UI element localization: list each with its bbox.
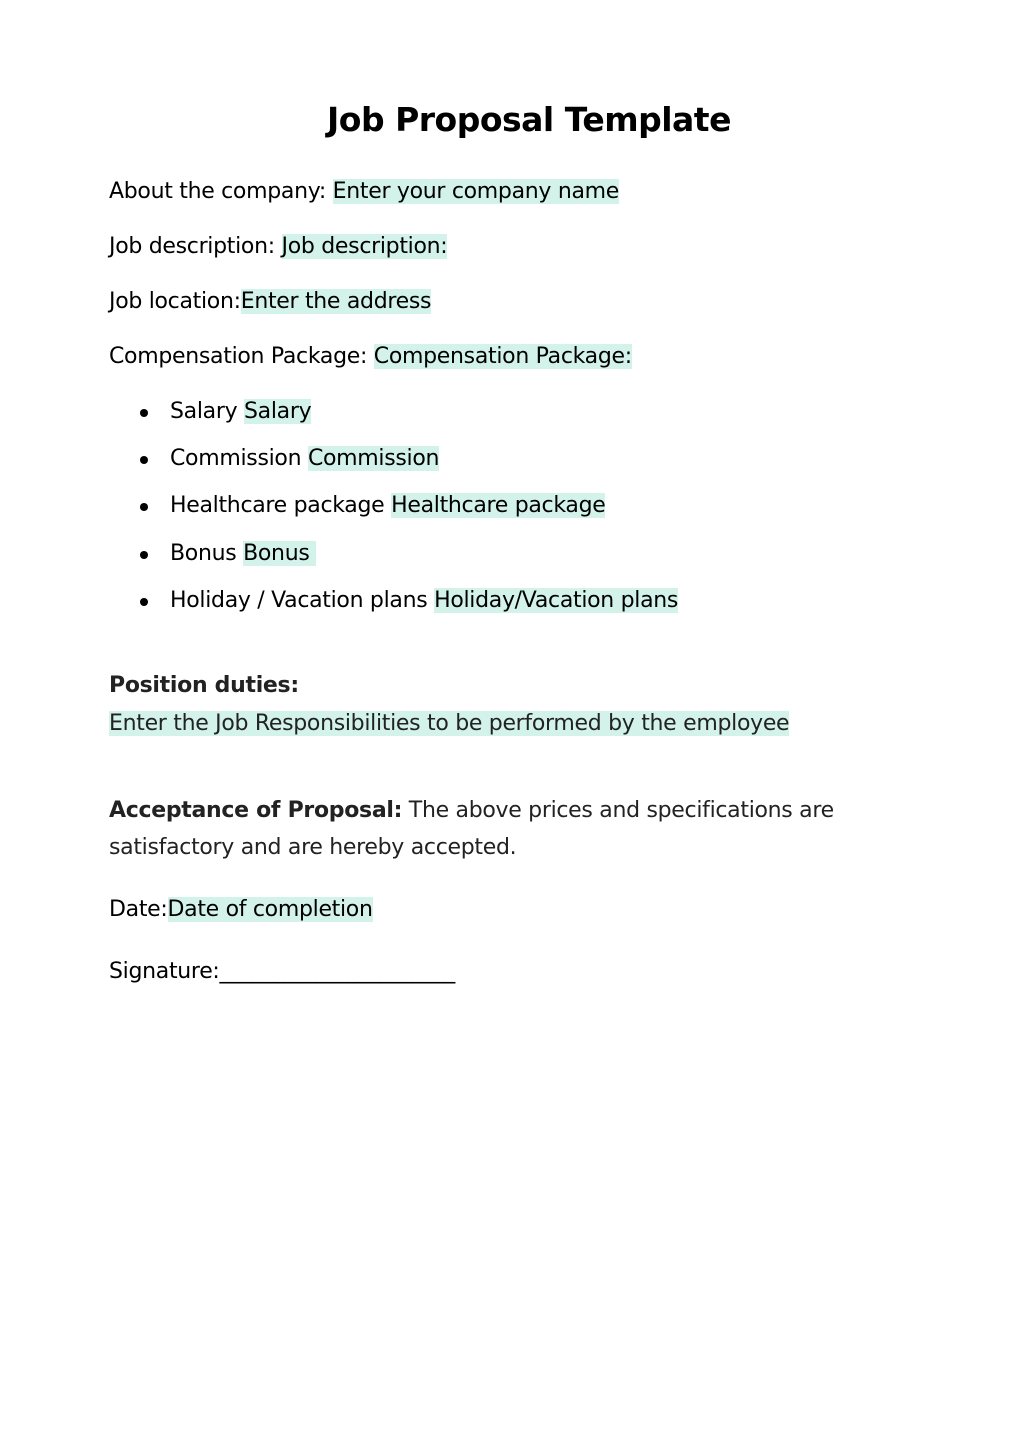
- signature-line[interactable]: ______________________: [219, 959, 455, 984]
- company-label: About the company:: [109, 179, 333, 204]
- job-description-row: [109, 230, 447, 264]
- job-location-label: Job location:: [109, 289, 241, 314]
- healthcare-field[interactable]: Healthcare package: [391, 493, 606, 518]
- acceptance-text: The above prices and specifications are: [402, 798, 834, 823]
- date-field[interactable]: Date of completion: [167, 897, 373, 922]
- company-name-field[interactable]: Enter your company name: [332, 179, 620, 204]
- bullet-icon: [140, 598, 148, 606]
- commission-field[interactable]: Commission: [307, 446, 440, 471]
- duties-field[interactable]: Enter the Job Responsibilities to be performed by the employee: [109, 711, 790, 736]
- bullet-icon: [140, 409, 148, 417]
- date-label: Date:: [109, 897, 168, 922]
- company-row: [109, 175, 619, 209]
- signature-label: Signature:: [109, 959, 220, 984]
- page-title: Job Proposal Template: [327, 100, 731, 139]
- item-label: Holiday / Vacation plans: [170, 588, 435, 613]
- item-label: Bonus: [170, 541, 244, 566]
- item-label: Salary: [170, 399, 244, 424]
- bullet-icon: [140, 456, 148, 464]
- signature-row: [109, 955, 455, 989]
- item-label: Commission: [170, 446, 308, 471]
- acceptance-row: [109, 794, 834, 828]
- acceptance-heading: Acceptance of Proposal:: [109, 798, 403, 823]
- bullet-icon: [140, 503, 148, 511]
- acceptance-text-line2: satisfactory and are hereby accepted.: [109, 835, 517, 860]
- job-description-label: Job description:: [109, 234, 282, 259]
- date-row: [109, 893, 373, 927]
- duties-heading: Position duties:: [109, 673, 299, 698]
- salary-field[interactable]: Salary: [244, 399, 312, 424]
- bonus-field[interactable]: Bonus: [243, 541, 317, 566]
- compensation-row: [109, 340, 632, 374]
- job-location-field[interactable]: Enter the address: [240, 289, 432, 314]
- compensation-label: Compensation Package:: [109, 344, 374, 369]
- compensation-field[interactable]: Compensation Package:: [373, 344, 632, 369]
- bullet-icon: [140, 551, 148, 559]
- holiday-field[interactable]: Holiday/Vacation plans: [434, 588, 679, 613]
- job-location-row: [109, 285, 431, 319]
- duties-row: [109, 707, 789, 741]
- job-description-field[interactable]: Job description:: [281, 234, 448, 259]
- item-label: Healthcare package: [170, 493, 392, 518]
